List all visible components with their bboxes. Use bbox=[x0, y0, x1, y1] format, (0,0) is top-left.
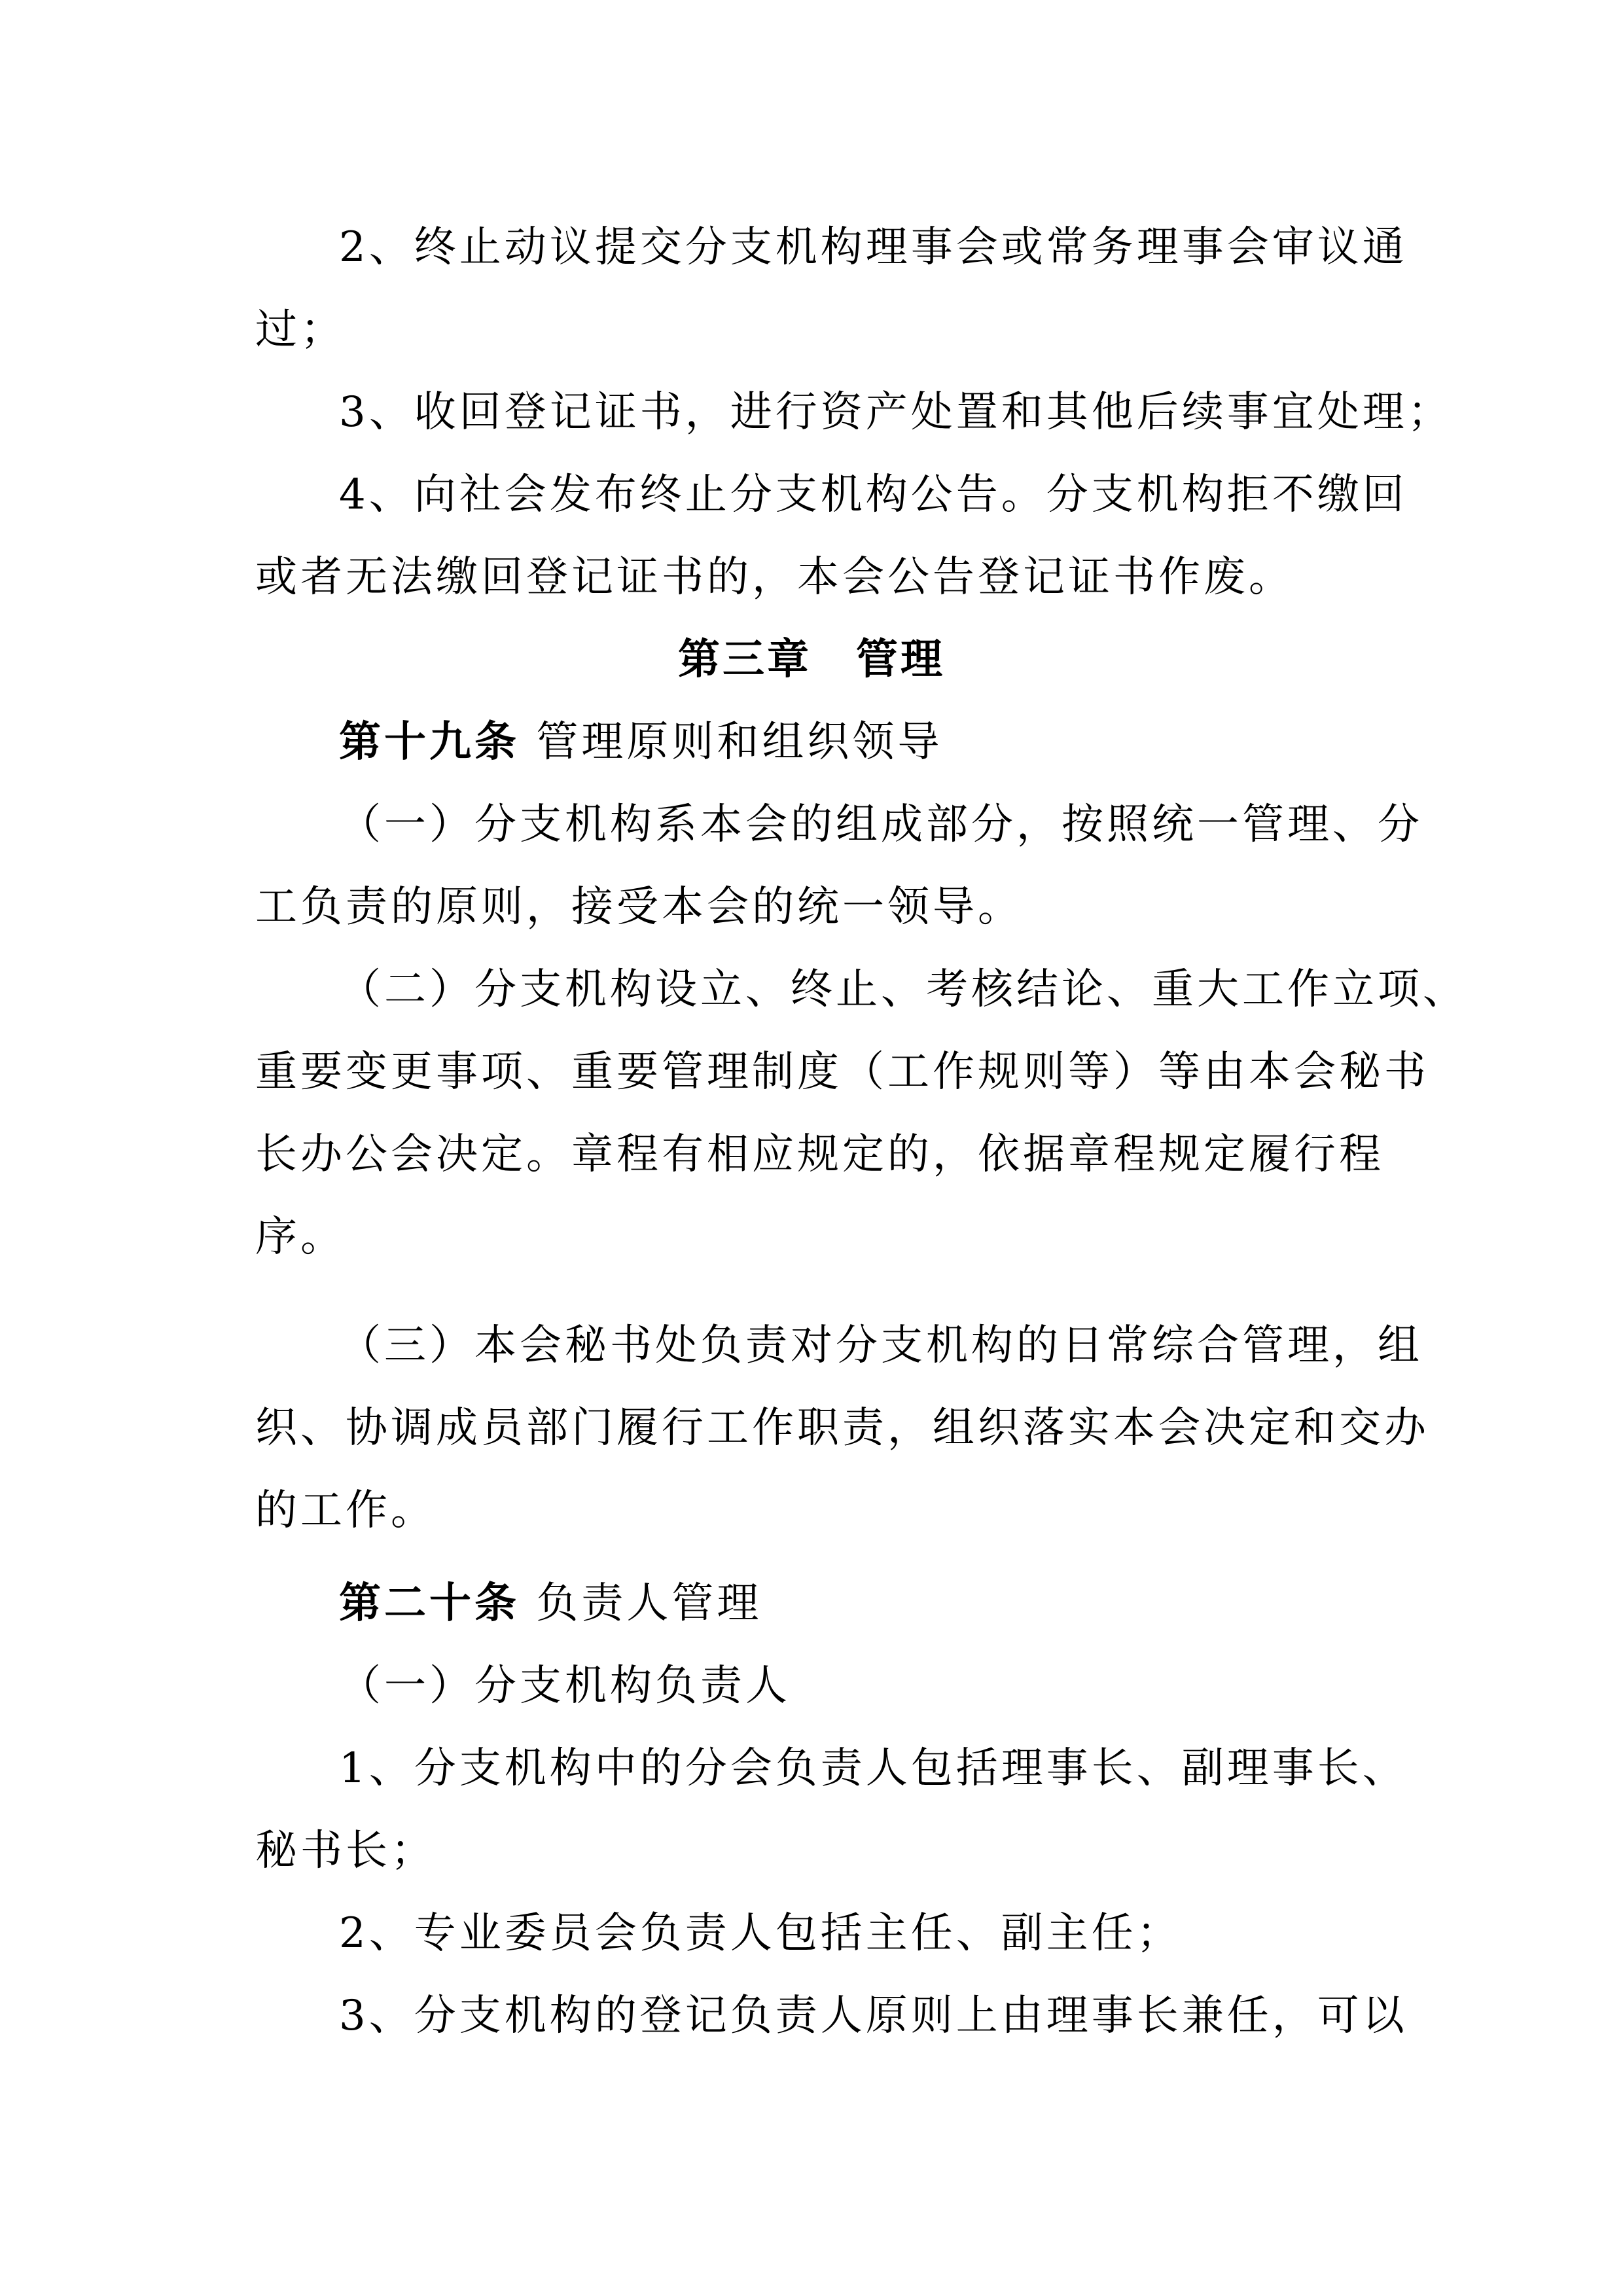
article-line bbox=[339, 716, 942, 768]
paragraph-line: 4、向社会发布终止分支机构公告。分支机构拒不缴回 bbox=[339, 471, 1408, 519]
article-title: 负责人管理 bbox=[536, 1579, 762, 1628]
paragraph-line: （一）分支机构负责人 bbox=[339, 1662, 791, 1710]
paragraph-line: 长办公会决定。章程有相应规定的，依据章程规定履行程 bbox=[255, 1130, 1384, 1179]
article-number: 第二十条 bbox=[339, 1579, 520, 1628]
paragraph-line: 3、分支机构的登记负责人原则上由理事长兼任，可以 bbox=[339, 1992, 1408, 2040]
paragraph-line: 工负责的原则，接受本会的统一领导。 bbox=[255, 883, 1023, 931]
paragraph-line: 2、终止动议提交分支机构理事会或常务理事会审议通 bbox=[339, 223, 1408, 272]
paragraph-line: 过； bbox=[255, 306, 346, 354]
paragraph-line: 序。 bbox=[255, 1213, 346, 1261]
paragraph-line: 的工作。 bbox=[255, 1486, 436, 1535]
paragraph-line: 织、协调成员部门履行工作职责，组织落实本会决定和交办 bbox=[255, 1404, 1429, 1452]
paragraph-line: 重要变更事项、重要管理制度（工作规则等）等由本会秘书 bbox=[255, 1048, 1429, 1096]
paragraph-line: （三）本会秘书处负责对分支机构的日常综合管理，组 bbox=[339, 1321, 1423, 1370]
paragraph-line: 秘书长； bbox=[255, 1827, 436, 1875]
paragraph-line: （二）分支机构设立、终止、考核结论、重大工作立项、 bbox=[339, 965, 1468, 1014]
article-number: 第十九条 bbox=[339, 717, 520, 766]
paragraph-line: （一）分支机构系本会的组成部分，按照统一管理、分 bbox=[339, 800, 1423, 849]
paragraph-line: 2、专业委员会负责人包括主任、副主任； bbox=[339, 1909, 1182, 1958]
chapter-heading: 第三章 管理 bbox=[678, 635, 945, 684]
paragraph-line: 1、分支机构中的分会负责人包括理事长、副理事长、 bbox=[339, 1744, 1408, 1793]
paragraph-line: 或者无法缴回登记证书的，本会公告登记证书作废。 bbox=[255, 553, 1294, 601]
paragraph-line: 3、收回登记证书，进行资产处置和其他后续事宜处理； bbox=[339, 388, 1453, 437]
article-line bbox=[339, 1577, 762, 1630]
article-title: 管理原则和组织领导 bbox=[536, 718, 943, 766]
